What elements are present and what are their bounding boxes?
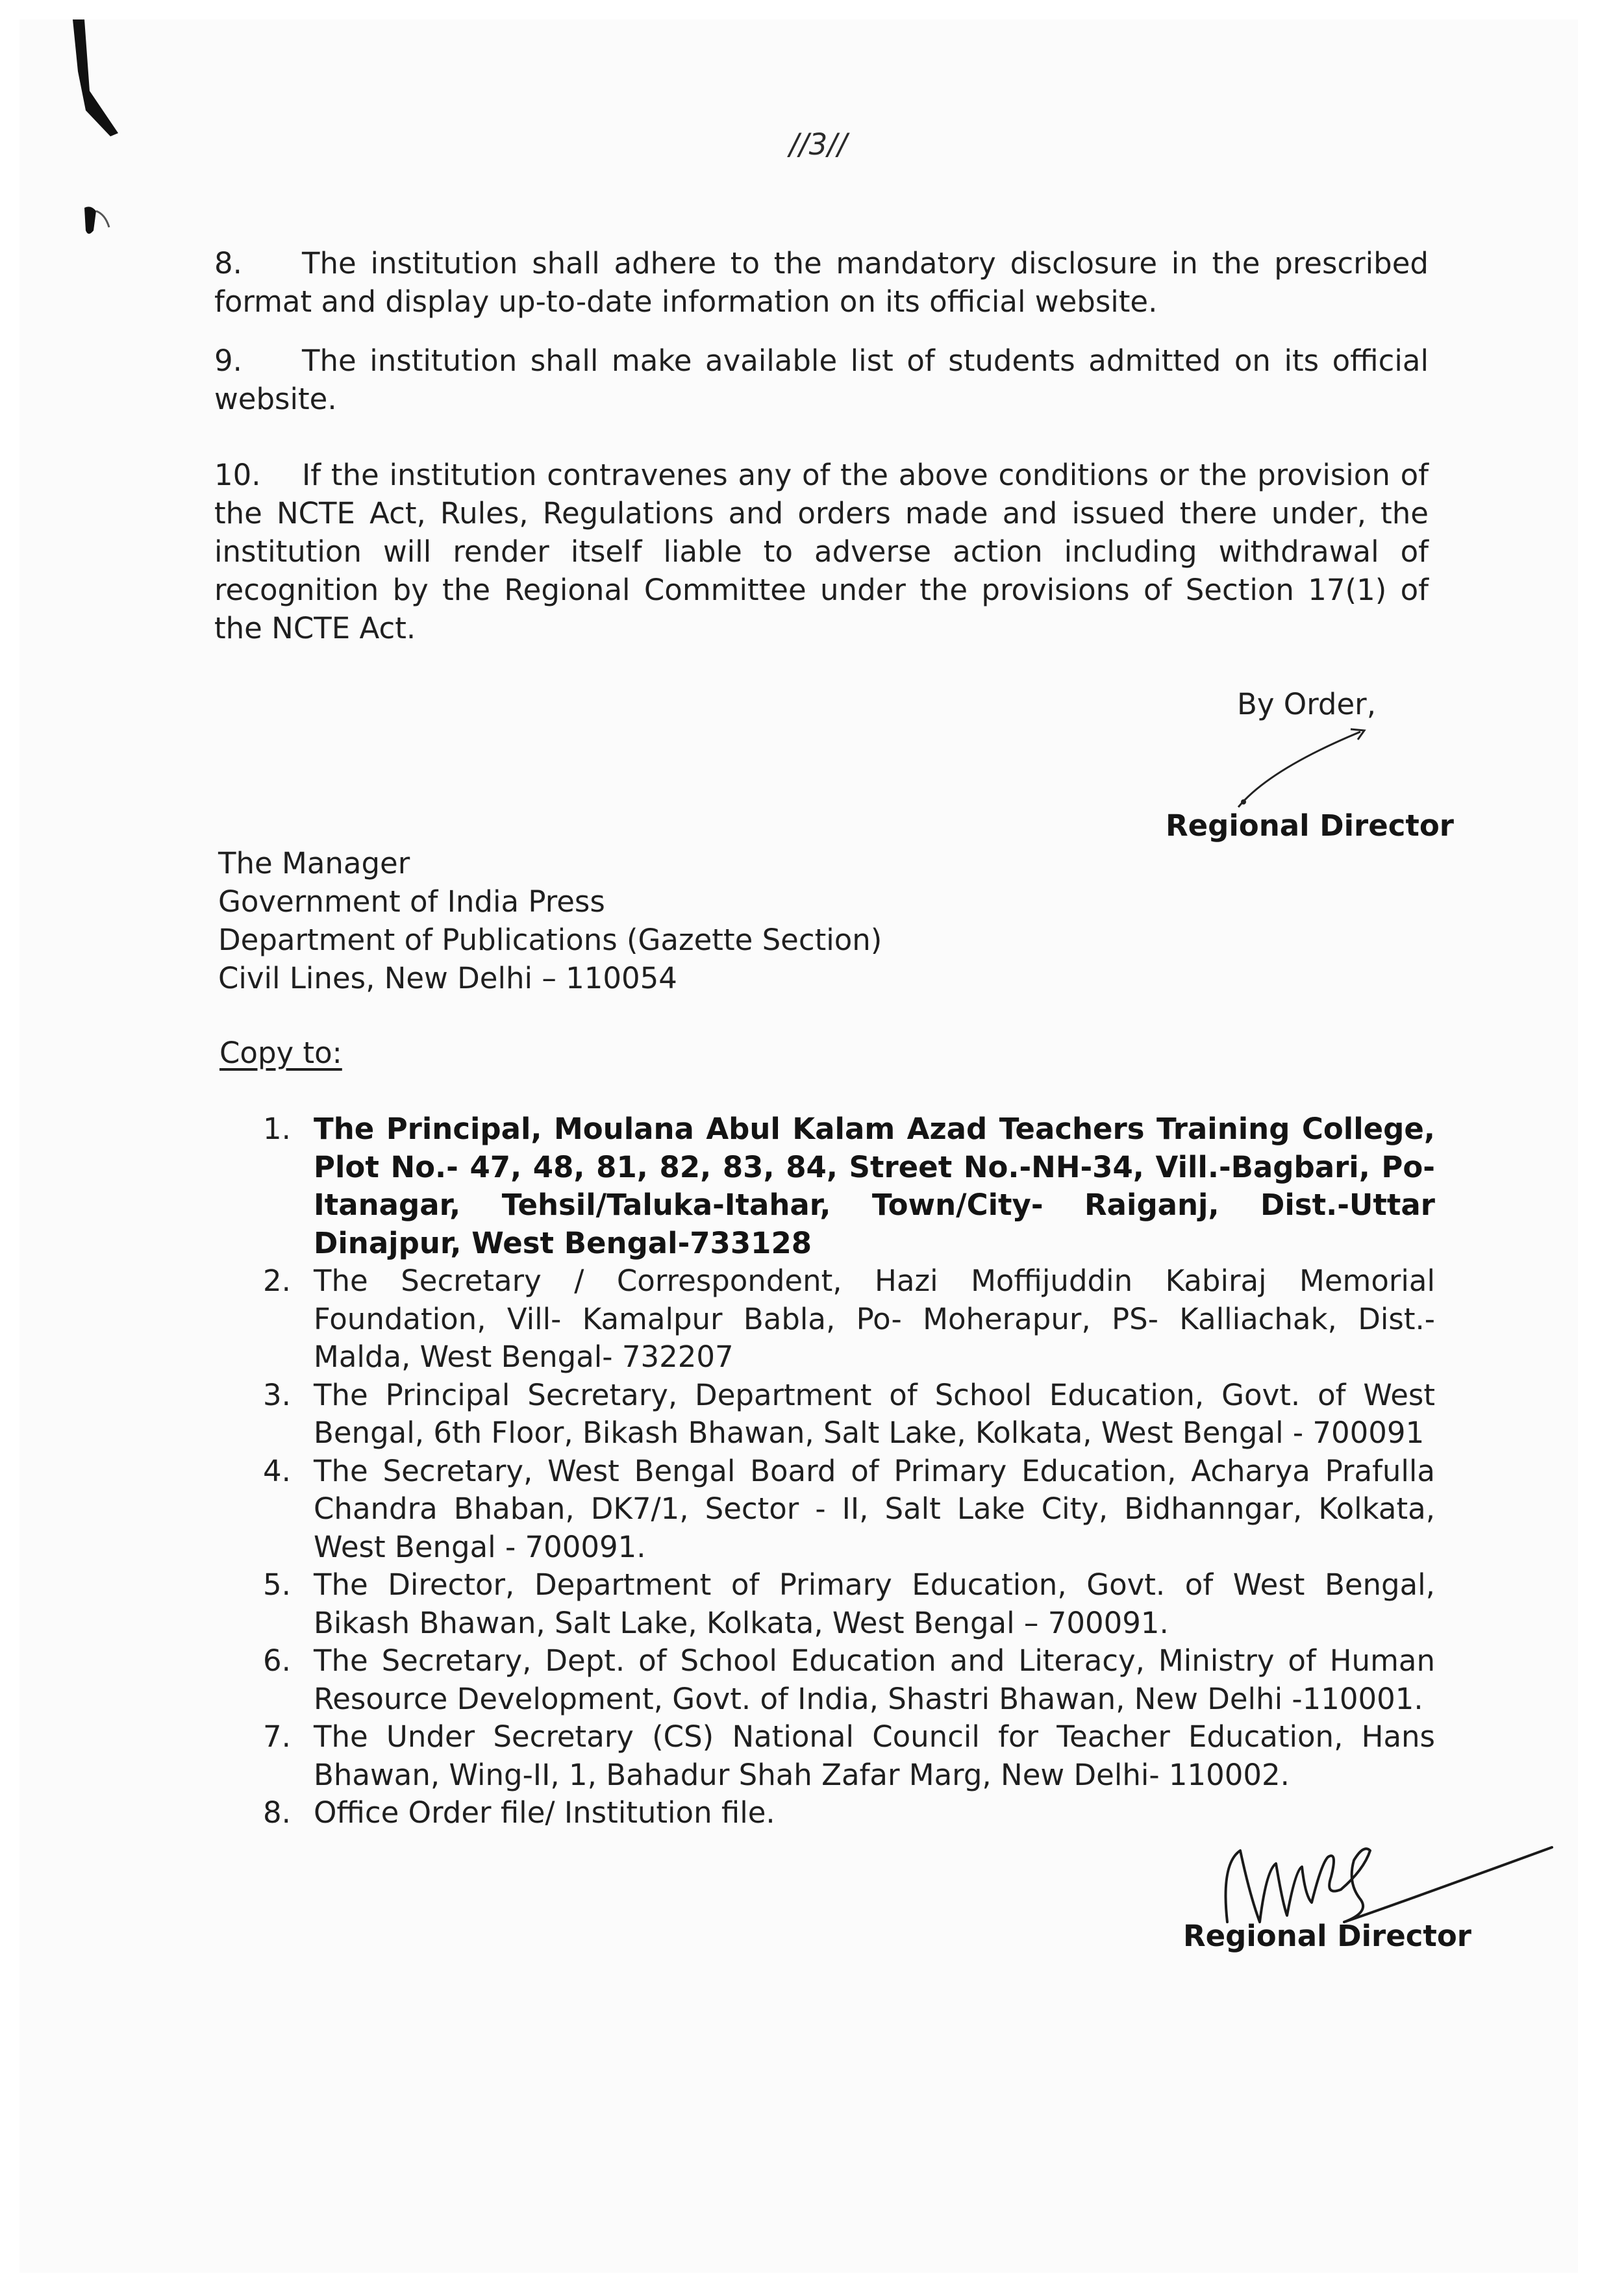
list-item <box>263 1110 1435 1262</box>
paragraph-8 <box>214 244 1429 321</box>
list-item <box>263 1453 1435 1567</box>
list-item-text: The Secretary, West Bengal Board of Primary Education, Acharya Prafulla Chandra Bhaban, DK7/1, Sector - II, Salt Lake City, Bidhanngar, Kolkata, West Bengal - 700091. <box>314 1453 1435 1564</box>
paragraph-text: The institution shall adhere to the mandatory disclosure in the prescribed format and display up-to-date information on its official website. <box>214 246 1429 319</box>
list-item <box>263 1262 1435 1377</box>
list-item-text: The Principal Secretary, Department of School Education, Govt. of West Bengal, 6th Floor, Bikash Bhawan, Salt Lake, Kolkata, West Bengal - 700091 <box>314 1377 1435 1450</box>
address-line: The Manager <box>218 846 410 880</box>
list-item <box>263 1642 1435 1718</box>
by-order-text: By Order, <box>1237 687 1376 721</box>
list-item-text: The Principal, Moulana Abul Kalam Azad Teachers Training College, Plot No.- 47, 48, 81, 82, 83, 84, Street No.-NH-34, Vill.-Bagbari, Po-Itanagar, Tehsil/Taluka-Itahar, Town/City- Raiganj, Dist.-Uttar Dinajpur, West Bengal-733128 <box>314 1112 1435 1260</box>
list-item-text: The Under Secretary (CS) National Council for Teacher Education, Hans Bhawan, Wing-II, 1, Bahadur Shah Zafar Marg, New Delhi- 110002. <box>314 1719 1435 1792</box>
list-item-number: 5. <box>263 1567 291 1602</box>
signatory-title: Regional Director <box>1166 808 1455 843</box>
copy-to-heading: Copy to: <box>219 1036 342 1070</box>
paragraph-number: 8. <box>214 246 242 281</box>
list-item-number: 2. <box>263 1264 291 1298</box>
list-item-number: 3. <box>263 1377 291 1412</box>
paragraph-9 <box>214 342 1429 418</box>
address-line: Civil Lines, New Delhi – 110054 <box>218 961 677 995</box>
list-item-number: 8. <box>263 1795 291 1830</box>
address-line: Department of Publications (Gazette Section) <box>218 923 882 957</box>
recipient-address <box>218 844 882 997</box>
signature-mark <box>1231 724 1380 815</box>
list-item-number: 7. <box>263 1719 291 1754</box>
scan-mark-icon <box>45 13 136 260</box>
address-line: Government of India Press <box>218 884 605 919</box>
list-item-number: 4. <box>263 1453 291 1488</box>
list-item-text: The Secretary, Dept. of School Education and Literacy, Ministry of Human Resource Development, Govt. of India, Shastri Bhawan, New Delhi -110001. <box>314 1643 1435 1716</box>
list-item-text: The Secretary / Correspondent, Hazi Moffijuddin Kabiraj Memorial Foundation, Vill- Kamalpur Babla, Po- Moherapur, PS- Kalliachak, Dist.- Malda, West Bengal- 732207 <box>314 1264 1435 1374</box>
page-number: //3// <box>789 127 847 162</box>
paragraph-number: 9. <box>214 343 242 378</box>
paragraph-10 <box>214 456 1429 647</box>
list-item <box>263 1377 1435 1453</box>
list-item-text: Office Order file/ Institution file. <box>314 1795 775 1830</box>
paragraph-text: If the institution contravenes any of the above conditions or the provision of the NCTE Act, Rules, Regulations and orders made and issued there under, the institution will render itself liable to adverse action including withdrawal of recognition by the Regional Committee under the provisions of Section 17(1) of the NCTE Act. <box>214 458 1429 645</box>
signatory-title: Regional Director <box>1183 1919 1472 1953</box>
copy-to-list <box>263 1110 1435 1832</box>
list-item <box>263 1566 1435 1642</box>
list-item <box>263 1718 1435 1794</box>
list-item-number: 1. <box>263 1112 291 1146</box>
list-item-number: 6. <box>263 1643 291 1678</box>
paragraph-text: The institution shall make available list of students admitted on its official website. <box>214 343 1429 416</box>
paragraph-number: 10. <box>214 458 261 492</box>
list-item-text: The Director, Department of Primary Education, Govt. of West Bengal, Bikash Bhawan, Salt Lake, Kolkata, West Bengal – 700091. <box>314 1567 1435 1640</box>
